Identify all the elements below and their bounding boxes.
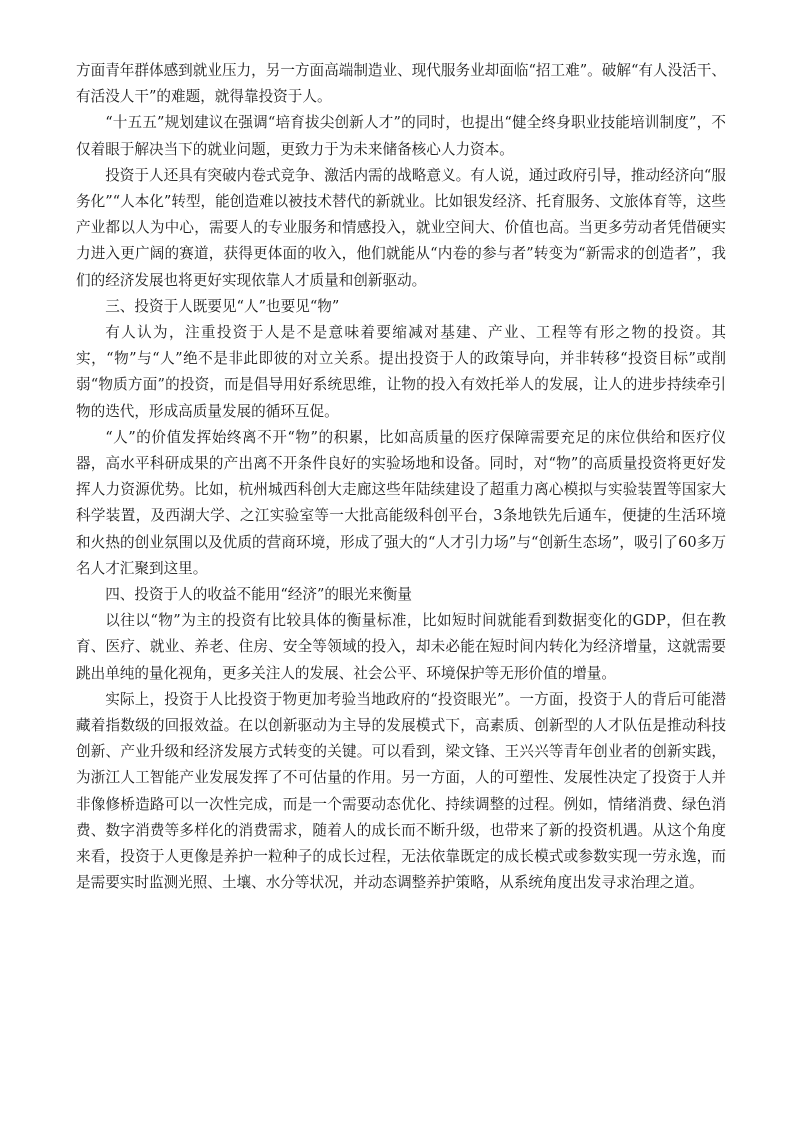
section-heading-three: 三、投资于人既要见“人”也要见“物” (105, 297, 340, 315)
paragraph-continuation: 方面青年群体感到就业压力，另一方面高端制造业、现代服务业却面临“招工难”。破解“有人没活干、有活没人干”的难题，就得靠投资于人。 (76, 62, 726, 106)
paragraph-anti-involution: 投资于人还具有突破内卷式竞争、激活内需的战略意义。有人说，通过政府引导，推动经济向“服务化”“人本化”转型，能创造难以被技术替代的新就业。比如银发经济、托育服务、文旅体育等，这些产业都以人为中心，需要人的专业服务和情感投入，就业空间大、价值也高。当更多劳动者凭借硬实力进入更广阔的赛道，获得更体面的收入，他们就能从“内卷的参与者”转变为“新需求的创造者”，我们的经济发展也将更好实现依靠人才质量和创新驱动。 (76, 166, 726, 289)
paragraph-plan-proposal: “十五五”规划建议在强调“培育拔尖创新人才”的同时，也提出“健全终身职业技能培训制度”，不仅着眼于解决当下的就业问题，更致力于为未来储备核心人力资本。 (76, 114, 726, 158)
document-page (76, 58, 726, 897)
paragraph-investment-vision: 实际上，投资于人比投资于物更加考验当地政府的“投资眼光”。一方面，投资于人的背后可能潜藏着指数级的回报效益。在以创新驱动为主导的发展模式下，高素质、创新型的人才队伍是推动科技创新、产业升级和经济发展方式转变的关键。可以看到，梁文锋、王兴兴等青年创业者的创新实践，为浙江人工智能产业发展发挥了不可估量的作用。另一方面，人的可塑性、发展性决定了投资于人并非像修桥造路可以一次性完成，而是一个需要动态优化、持续调整的过程。例如，情绪消费、绿色消费、数字消费等多样化的消费需求，随着人的成长而不断升级，也带来了新的投资机遇。从这个角度来看，投资于人更像是养护一粒种子的成长过程，无法依靠既定的成长模式或参数实现一劳永逸，而是需要实时监测光照、土壤、水分等状况，并动态调整养护策略，从系统角度出发寻求治理之道。 (76, 690, 726, 892)
paragraph-hangzhou-example: “人”的价值发挥始终离不开“物”的积累，比如高质量的医疗保障需要充足的床位供给和医疗仪器，高水平科研成果的产出离不开条件良好的实验场地和设备。同时，对“物”的高质量投资将更好发挥人力资源优势。比如，杭州城西科创大走廊这些年陆续建设了超重力离心模拟与实验装置等国家大科学装置，及西湖大学、之江实验室等一大批高能级科创平台，3条地铁先后通车，便捷的生活环境和火热的创业氛围以及优质的营商环境，形成了强大的“人才引力场”与“创新生态场”，吸引了60多万名人才汇聚到这里。 (76, 428, 726, 577)
section-heading-four: 四、投资于人的收益不能用“经济”的眼光来衡量 (105, 586, 412, 604)
paragraph-measurement: 以往以“物”为主的投资有比较具体的衡量标准，比如短时间就能看到数据变化的GDP，但在教育、医疗、就业、养老、住房、安全等领域的投入，却未必能在短时间内转化为经济增量，这就需要跳出单纯的量化视角，更多关注人的发展、社会公平、环境保护等无形价值的增量。 (76, 612, 726, 682)
paragraph-people-and-things: 有人认为，注重投资于人是不是意味着要缩减对基建、产业、工程等有形之物的投资。其实，“物”与“人”绝不是非此即彼的对立关系。提出投资于人的政策导向，并非转移“投资目标”或削弱“物质方面”的投资，而是倡导用好系统思维，让物的投入有效托举人的发展，让人的进步持续牵引物的迭代，形成高质量发展的循环互促。 (76, 324, 726, 420)
